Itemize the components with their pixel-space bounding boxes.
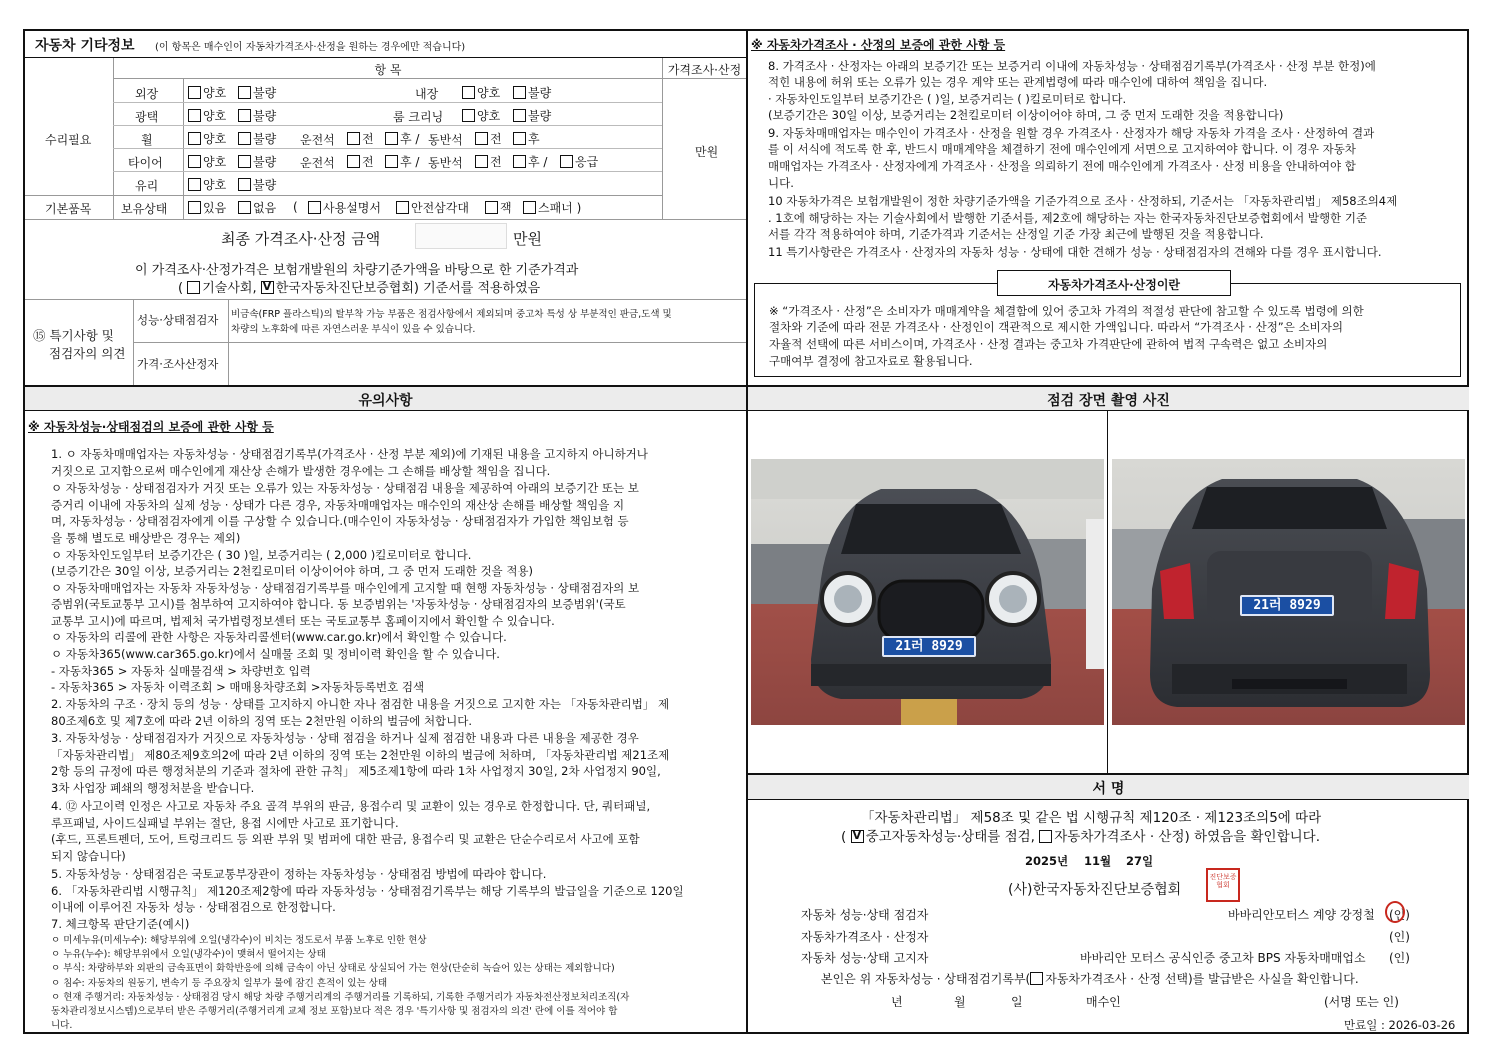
wheel-driver-rear-option[interactable]: 후 / (385, 130, 419, 147)
receipt-line: 본인은 위 자동차성능 · 상태점검기록부( 자동차가격조사 · 산정 선택)를 발급받은 사실을 확인합니다. (821, 972, 1359, 986)
pg-line: 적힌 내용에 허위 또는 오류가 있는 경우 계약 또는 관계법령에 따라 매수인에 대하여 책임을 집니다. (768, 75, 1268, 89)
notice-line: 3차 사업장 폐쇄의 행정처분을 받습니다. (51, 781, 255, 795)
grid-line (133, 342, 746, 343)
rear-license-plate: 21러 8929 (1240, 595, 1334, 616)
price-header-label: 가격조사·산정 (667, 63, 742, 77)
receipt-month: 월 (954, 995, 966, 1009)
criteria-line: 동차관리정보시스템)으로부터 받은 주행거리(주행거리계 교체 정보 포함)보다 적은 경우 '특기사항 및 점검자의 의견' 란에 이를 적어야 합 (51, 1006, 618, 1017)
grid-line (25, 219, 746, 220)
notice-line: 5. 자동차성능 · 상태점검은 국토교통부장관이 정하는 자동차성능 · 상태점검 방법에 따라야 합니다. (51, 867, 547, 881)
tire-driver-rear-option[interactable]: 후 / (385, 153, 419, 170)
inspector-row-value: 바바리안모터스 계양 강정철 (1228, 908, 1375, 922)
box-line: 자율적 선택에 따른 서비스이며, 가격조사 · 산정 결과는 중고차 가격판단에 관하여 법적 구속력은 없고 소비자의 (769, 337, 1328, 351)
room-cleaning-bad-option[interactable]: 불량 (513, 107, 551, 124)
sign-note: (서명 또는 인) (1324, 995, 1399, 1009)
inspector-row-seal: (인) (1389, 908, 1410, 922)
checkbox[interactable] (475, 155, 488, 168)
front-car-image (751, 459, 1104, 725)
notice-line: 6. 「자동차관리법 시행규칙」 제120조제2항에 따라 자동차성능 · 상태점검기록부는 해당 기록부의 발급일을 기준으로 120일 (51, 884, 684, 898)
form-frame (23, 29, 1469, 1034)
tire-emergency-option[interactable]: 응급 (560, 153, 598, 170)
checkbox[interactable] (523, 201, 536, 214)
front-photo (751, 459, 1104, 725)
checkbox[interactable] (188, 86, 201, 99)
checkbox[interactable] (188, 109, 201, 122)
notice-line: (보증기간은 30일 이상, 보증거리는 2천킬로미터 이상이어야 하며, 그 중 먼저 도래한 것을 적용) (51, 564, 534, 578)
possession-none-option[interactable]: 없음 (238, 199, 276, 216)
pg-line: 니다. (768, 176, 794, 190)
notice-line: 교통부 고시)에 따르며, 법제처 국가법령정보센터 또는 국토교통부 홈페이지에서 확인할 수 있습니다. (51, 614, 555, 628)
checkbox[interactable] (188, 155, 201, 168)
pg-line: 를 이 서식에 적도록 한 후, 반드시 매매계약을 체결하기 전에 매수인에게 서면으로 고지하여야 합니다. 이 경우 자동차 (768, 142, 1356, 156)
photos-header: 점검 장면 촬영 사진 (748, 387, 1469, 411)
basis-options: ( 기술사회, V 한국자동차진단보증협회) 기준서를 적용하였음 (178, 277, 540, 296)
checkbox[interactable] (513, 86, 526, 99)
price-guarantee-title: ※ 자동차가격조사 · 산정의 보증에 관한 사항 등 (751, 38, 1006, 52)
notice-line: 증거리 이내에 자동차의 실제 성능 · 상태가 다른 경우, 자동차매매업자는 매수인의 재산상 손해를 배상할 책임을 지 (51, 498, 625, 512)
grid-line (25, 195, 662, 196)
triangle-option[interactable]: 안전삼각대 (396, 199, 469, 216)
date-day: 27일 (1126, 854, 1154, 868)
price-appraisal-checkbox[interactable] (1039, 830, 1052, 843)
checkbox[interactable] (347, 155, 360, 168)
checkbox[interactable] (462, 86, 475, 99)
notice-line: ㅇ 자동차성능 · 상태점검자가 거짓 또는 오류가 있는 자동차성능 · 상태점검 내용을 제공하여 아래의 보증기간 또는 보 (51, 481, 639, 495)
checkbox[interactable] (396, 201, 409, 214)
notice-line: 증범위(국토교통부 고시)를 첨부하여 고지하여야 합니다. 동 보증범위는 '자동차성능 · 상태점검자의 보증범위'(국토 (51, 597, 626, 611)
checkbox[interactable] (513, 109, 526, 122)
vehicle-info-title: 자동차 기타정보 (35, 38, 135, 54)
criteria-line: ㅇ 미세누유(미세누수): 해당부위에 오일(냉각수)이 비치는 정도로서 부품 노후로 인한 현상 (51, 935, 427, 946)
jack-option[interactable]: 잭 (485, 199, 512, 216)
final-price-label: 최종 가격조사·산정 금액 (221, 230, 381, 248)
photo-divider (1107, 411, 1108, 773)
appraiser-row-label: 자동차가격조사 · 산정자 (801, 930, 929, 944)
basis-tech-checkbox[interactable] (187, 281, 200, 294)
notice-line: 2. 자동차의 구조 · 장치 등의 성능 · 상태를 고지하지 아니한 자나 점검한 내용을 거짓으로 고지한 자는 「자동차관리법」 제 (51, 697, 670, 711)
buyer-label: 매수인 (1086, 995, 1121, 1009)
receipt-checkbox[interactable] (1030, 972, 1043, 985)
grid-line (113, 125, 662, 126)
interior-label: 내장 (415, 87, 439, 101)
notifier-row-value: 바바리안 모터스 공식인증 중고차 BPS 자동차매매업소 (1080, 951, 1366, 965)
possession-label: 보유상태 (121, 202, 168, 216)
notice-line: - 자동차365 > 자동차 실매물검색 > 차량번호 입력 (51, 664, 311, 678)
vehicle-info-subtitle: (이 항목은 매수인이 자동차가격조사·산정을 원하는 경우에만 적습니다) (155, 42, 466, 53)
final-price-input[interactable] (415, 223, 507, 249)
repair-needed-label: 수리필요 (45, 133, 92, 147)
grid-line (662, 58, 663, 219)
notice-line: 3. 자동차성능 · 상태점검자가 거짓으로 자동차성능 · 상태 점검을 하거나 실제 점검한 내용과 다른 내용을 제공한 경우 (51, 731, 639, 745)
tire-label: 타이어 (128, 156, 163, 170)
exterior-bad-option[interactable]: 불량 (238, 84, 276, 101)
box-line: 구매여부 결정에 참고자료로 활용됩니다. (769, 354, 973, 368)
notice-line: 1. ㅇ 자동차매매업자는 자동차성능 · 상태점검기록부(가격조사 · 산정 부분 제외)에 기재된 내용을 고지하지 아니하거나 (51, 447, 648, 461)
notice-line: 이내에 이루어진 자동차 성능 · 상태점검으로 한정합니다. (51, 900, 336, 914)
notice-line: 2항 등의 규정에 따른 행정처분의 기준과 절차에 관한 규칙」 제5조제1항에 따라 1차 사업정지 30일, 2차 사업정지 90일, (51, 764, 661, 778)
checkbox[interactable] (513, 155, 526, 168)
notice-line: - 자동차365 > 자동차 이력조회 > 매매용차량조회 >자동차등록번호 검색 (51, 680, 425, 694)
interior-good-option[interactable]: 양호 (462, 84, 500, 101)
checkbox[interactable] (238, 109, 251, 122)
checkbox[interactable] (475, 132, 488, 145)
notifier-row-label: 자동차 성능·상태 고지자 (801, 951, 929, 965)
checkbox[interactable] (238, 178, 251, 191)
criteria-line: ㅇ 현재 주행거리: 자동차성능 · 상태점검 당시 해당 차량 주행거리계의 주행거리를 기록하되, 기록한 주행거리가 자동차전산정보처리조직(자 (51, 992, 630, 1003)
checkbox[interactable] (560, 155, 573, 168)
notice-line: 80조제6호 및 제7호에 따라 2년 이하의 징역 또는 2천만원 이하의 벌금에 처합니다. (51, 714, 473, 728)
notifier-row-seal: (인) (1389, 951, 1410, 965)
basis-text: 이 가격조사·산정가격은 보험개발원의 차량기준가액을 바탕으로 한 기준가격과 (135, 263, 579, 278)
inspector-label: 성능·상태점검자 (137, 313, 219, 327)
manual-option[interactable]: 사용설명서 (308, 199, 381, 216)
pg-line: 서를 각각 적용하여야 하며, 기준가격과 기준서는 산정일 기준 가장 최근에 발행된 것을 적용합니다. (768, 227, 1264, 241)
appraiser-row-seal: (인) (1389, 930, 1410, 944)
special-label-2: 점검자의 의견 (49, 346, 126, 361)
wheel-driver-front-option[interactable]: 전 (347, 130, 374, 147)
spanner-option[interactable]: 스패너 ) (523, 199, 581, 216)
item-header-label: 항 목 (374, 63, 402, 77)
criteria-line: 니다. (51, 1020, 73, 1031)
notice-line: 루프패널, 사이드실패널 부위는 절단, 용접 시에만 사고로 표기합니다. (51, 816, 399, 830)
date-year: 2025년 (1025, 854, 1069, 868)
wheel-passenger-front-option[interactable]: 전 (475, 130, 502, 147)
checkbox[interactable] (308, 201, 321, 214)
tire-driver-front-option[interactable]: 전 (347, 153, 374, 170)
wheel-label: 휠 (141, 133, 153, 147)
box-line: 절차와 기준에 따라 전문 가격조사 · 산정인이 객관적으로 제시한 가액입니다. 따라서 “가격조사 · 산정”은 소비자의 (769, 320, 1343, 334)
pg-line: 9. 자동차매매업자는 매수인이 가격조사 · 산정을 원할 경우 가격조사 · 산정자가 해당 자동차 가격을 조사 · 산정하여 결과 (768, 126, 1375, 140)
receipt-year: 년 (891, 995, 903, 1009)
checkbox[interactable] (385, 155, 398, 168)
checkbox[interactable] (462, 109, 475, 122)
room-cleaning-good-option[interactable]: 양호 (462, 107, 500, 124)
notice-line: 4. ⑫ 사고이력 인정은 사고로 자동차 주요 골격 부위의 판금, 용접수리 및 교환이 있는 경우로 한정합니다. 단, 쿼터패널, (51, 799, 651, 813)
date-month: 11월 (1084, 854, 1112, 868)
notice-line: ㅇ 자동차365(www.car365.go.kr)에서 실매물 조회 및 정비이력 확인을 할 수 있습니다. (51, 647, 500, 661)
notice-line: 「자동차관리법」 제80조제9호의2에 따라 2년 이하의 징역 또는 2천만원 이하의 벌금에 처하며, 「자동차관리법 제21조제 (51, 748, 670, 762)
criteria-line: ㅇ 부식: 차량하부와 외판의 금속표면이 화학반응에 의해 금속이 아닌 상태로 상실되어 가는 현상(단순히 녹슬어 있는 상태는 제외합니다) (51, 963, 615, 974)
wheel-passenger-rear-option[interactable]: 후 (513, 130, 540, 147)
glass-good-option[interactable]: 양호 (188, 176, 226, 193)
appraiser-label: 가격·조사산정자 (137, 357, 219, 371)
signature-header: 서 명 (748, 775, 1469, 800)
notice-line: 거짓으로 고지함으로써 매수인에게 재산상 손해가 발생한 경우에는 그 손해를 배상할 책임을 집니다. (51, 464, 551, 478)
checkbox[interactable] (188, 201, 201, 214)
tire-passenger-rear-option[interactable]: 후 / (513, 153, 547, 170)
pg-line: (보증기간은 30일 이상, 보증거리는 2천킬로미터 이상이어야 하며, 그 중 먼저 도래한 것을 적용합니다) (768, 108, 1284, 122)
notice-line: 며, 자동차성능 · 상태점검자에게 이를 구상할 수 있습니다.(매수인이 자동차성능 · 상태점검자가 가입한 책임보험 등 (51, 514, 629, 528)
inspector-seal-mark (1385, 901, 1405, 923)
basis-kadia-checkbox[interactable] (261, 281, 274, 294)
criteria-line: ㅇ 누유(누수): 해당부위에서 오일(냉각수)이 맺혀서 떨어지는 상태 (51, 949, 326, 960)
pg-line: 10 자동차가격은 보험개발원이 정한 차량기준가액을 기준가격으로 조사 · 산정하되, 기준서는 「자동차관리법」 제58조의4제 (768, 194, 1398, 208)
notice-line: ㅇ 자동차매매업자는 자동차 자동차성능 · 상태점검기록부를 매수인에게 고지할 때 현행 자동차성능 · 상태점검자의 보 (51, 581, 640, 595)
item-header (113, 58, 662, 79)
final-price-unit: 만원 (513, 230, 542, 248)
checkbox[interactable] (188, 132, 201, 145)
checkbox[interactable] (347, 132, 360, 145)
room-cleaning-label: 룸 크리닝 (393, 110, 444, 124)
vehicle-info-title-bar (25, 31, 746, 58)
wheel-bad-option[interactable]: 불량 (238, 130, 276, 147)
center-divider (746, 31, 748, 1032)
items-paren: ( (293, 200, 298, 214)
tire-passenger-label: 동반석 (428, 156, 463, 170)
gloss-good-option[interactable]: 양호 (188, 107, 226, 124)
organization-name: (사)한국자동차진단보증협회 (1008, 882, 1182, 898)
basic-items-label: 기본품목 (45, 202, 92, 216)
checkbox[interactable] (238, 132, 251, 145)
checkbox[interactable] (238, 86, 251, 99)
pg-line: · 자동차인도일부터 보증기간은 ( )일, 보증거리는 ( )킬로미터로 합니다. (768, 92, 1127, 106)
inspector-note-2: 차량의 노후화에 따른 자연스러운 부식이 있을 수 있습니다. (231, 324, 476, 335)
notice-title: ※ 자동차성능·상태점검의 보증에 관한 사항 등 (28, 420, 274, 434)
grid-line (113, 171, 662, 172)
rear-car-image (1112, 459, 1465, 725)
price-info-box-title: 자동차가격조사·산정이란 (997, 270, 1231, 296)
checkbox[interactable] (513, 132, 526, 145)
receipt-day: 일 (1011, 995, 1023, 1009)
tire-bad-option[interactable]: 불량 (238, 153, 276, 170)
possession-have-option[interactable]: 있음 (188, 199, 226, 216)
grid-line (183, 79, 184, 219)
exterior-label: 외장 (135, 87, 159, 101)
interior-bad-option[interactable]: 불량 (513, 84, 551, 101)
checkbox[interactable] (385, 132, 398, 145)
tire-driver-label: 운전석 (300, 156, 335, 170)
pg-line: 8. 가격조사 · 산정자는 아래의 보증기간 또는 보증거리 이내에 자동차성능 · 상태점검기록부(가격조사 · 산정 부분 한정)에 (768, 59, 1376, 73)
inspector-row-label: 자동차 성능·상태 점검자 (801, 908, 929, 922)
gloss-label: 광택 (135, 110, 159, 124)
box-line: ※ “가격조사 · 산정”은 소비자가 매매계약을 체결함에 있어 중고차 가격의 적절성 판단에 참고할 수 있도록 법령에 의한 (769, 304, 1364, 318)
wheel-good-option[interactable]: 양호 (188, 130, 226, 147)
gloss-bad-option[interactable]: 불량 (238, 107, 276, 124)
pg-line: . 1호에 해당하는 자는 기술사회에서 발행한 기준서를, 제2호에 해당하는 자는 한국자동차진단보증협회에서 발행한 기준 (768, 211, 1368, 225)
notice-line: ㅇ 자동차인도일부터 보증기간은 ( 30 )일, 보증거리는 ( 2,000 )킬로미터로 합니다. (51, 548, 472, 562)
glass-label: 유리 (135, 179, 159, 193)
used-car-check-checkbox[interactable] (851, 830, 864, 843)
price-header (662, 58, 746, 79)
expiry-date: 만료일 : 2026-03-26 (1344, 1018, 1456, 1032)
front-license-plate: 21러 8929 (882, 636, 976, 657)
exterior-good-option[interactable]: 양호 (188, 84, 226, 101)
pg-line: 매매업자는 가격조사 · 산정자에게 가격조사 · 산정을 의뢰하기 전에 매수인에게 가격조사 · 산정 비용을 안내하여야 합 (768, 159, 1356, 173)
confirm-line: ( V 중고자동차성능·상태를 점검, 자동차가격조사 · 산정) 하였음을 확인합니다. (841, 825, 1320, 845)
inspector-note-1: 비금속(FRP 플라스틱)의 탈부착 가능 부품은 점검사항에서 제외되며 중고차 특성 상 부분적인 판금,도색 및 (231, 309, 672, 320)
grid-line (113, 102, 662, 103)
notice-line: 을 통해 별도로 배상받은 경우는 제외) (51, 531, 241, 545)
grid-line (113, 148, 662, 149)
checkbox[interactable] (485, 201, 498, 214)
criteria-line: ㅇ 침수: 자동차의 원동기, 변속기 등 주요장치 일부가 물에 잠긴 흔적이 있는 상태 (51, 978, 388, 989)
checkbox[interactable] (238, 155, 251, 168)
notice-line: 7. 체크항목 판단기준(예시) (51, 917, 190, 931)
checkbox[interactable] (188, 178, 201, 191)
pg-line: 11 특기사항란은 가격조사 · 산정자의 자동차 성능 · 상태에 대한 견해가 성능 · 상태점검자의 견해와 다를 경우 표시합니다. (768, 245, 1382, 259)
wheel-passenger-label: 동반석 (428, 133, 463, 147)
notice-line: ㅇ 자동차의 리콜에 관한 사항은 자동차리콜센터(www.car.go.kr)에서 확인할 수 있습니다. (51, 630, 507, 644)
special-label-1: ⑮ 특기사항 및 (33, 328, 114, 343)
glass-bad-option[interactable]: 불량 (238, 176, 276, 193)
rear-photo (1112, 459, 1465, 725)
wheel-driver-label: 운전석 (300, 133, 335, 147)
price-unit-label: 만원 (695, 145, 719, 159)
notice-line: (후드, 프론트펜더, 도어, 트렁크리드 등 외판 부위 및 범퍼에 대한 판금, 용접수리 및 교환은 단순수리로서 사고에 포함 (51, 832, 640, 846)
tire-good-option[interactable]: 양호 (188, 153, 226, 170)
notice-header: 유의사항 (25, 387, 746, 411)
tire-passenger-front-option[interactable]: 전 (475, 153, 502, 170)
association-seal: 진단보증협회 (1206, 868, 1240, 902)
law-line: 「자동차관리법」 제58조 및 같은 법 시행규칙 제120조 · 제123조의5에 따라 (861, 810, 1322, 826)
checkbox[interactable] (238, 201, 251, 214)
notice-line: 되지 않습니다) (51, 849, 126, 863)
